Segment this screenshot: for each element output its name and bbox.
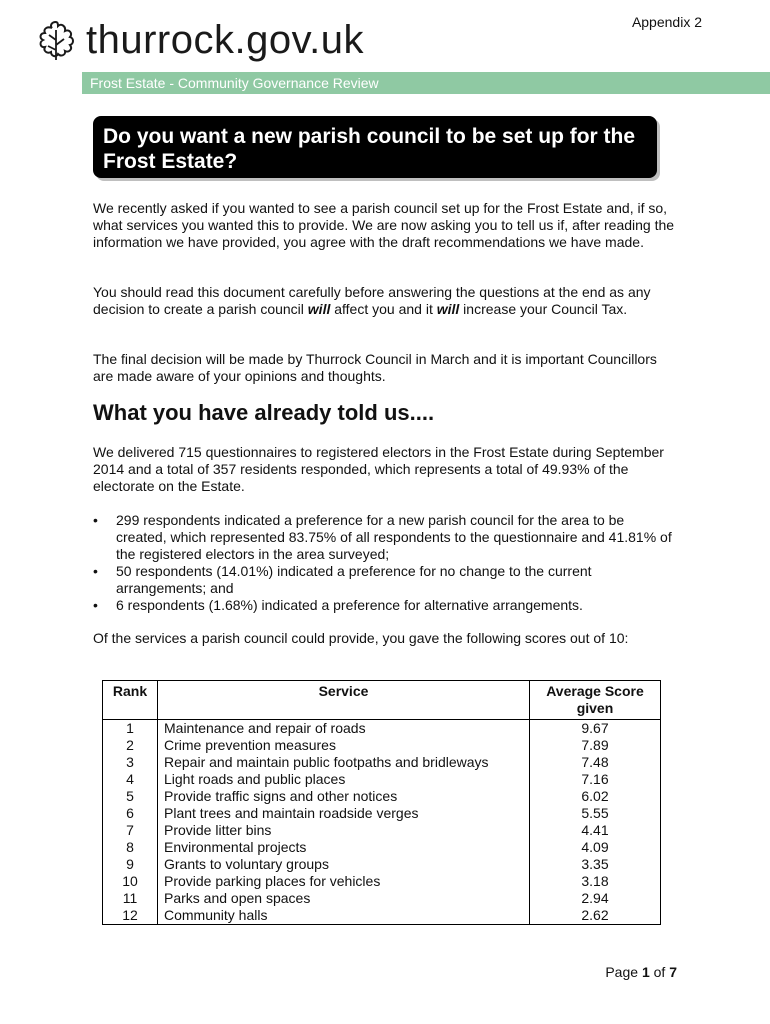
rank-cell: 11: [103, 890, 158, 907]
list-item: • 299 respondents indicated a preference for a new parish council for the area to be created, which represented 83.75% of all respondents to the questionnaire and 41.81% of the registered electors in the area surveyed;: [93, 512, 675, 563]
list-item: • 6 respondents (1.68%) indicated a preference for alternative arrangements.: [93, 597, 675, 614]
page-current: 1: [641, 964, 650, 980]
service-cell: Plant trees and maintain roadside verges: [158, 805, 530, 822]
appendix-label: Appendix 2: [631, 14, 702, 30]
rank-header: Rank: [103, 681, 158, 720]
service-cell: Crime prevention measures: [158, 737, 530, 754]
decision-paragraph: [93, 351, 675, 385]
rank-cell: 12: [103, 907, 158, 925]
service-cell: Community halls: [158, 907, 530, 925]
score-cell: 7.16: [530, 771, 661, 788]
score-cell: 2.62: [530, 907, 661, 925]
survey-paragraph-text: We delivered 715 questionnaires to registered electors in the Frost Estate during September 2014 and a total of 357 residents responded, which represents a total of 49.93% of the electorate on the Estate.: [93, 444, 664, 494]
results-list: [93, 512, 675, 614]
decision-paragraph-text: The final decision will be made by Thurrock Council in March and it is important Councillors are made aware of your opinions and thoughts.: [93, 351, 657, 384]
score-header: Average Score given: [530, 681, 661, 720]
rank-cell: 7: [103, 822, 158, 839]
council-logo: [34, 18, 364, 62]
service-cell: Grants to voluntary groups: [158, 856, 530, 873]
rank-cell: 6: [103, 805, 158, 822]
table-row: [103, 771, 661, 788]
rank-cell: 5: [103, 788, 158, 805]
service-cell: Repair and maintain public footpaths and bridleways: [158, 754, 530, 771]
section-banner: Frost Estate - Community Governance Review: [82, 72, 770, 94]
table-header-row: [103, 681, 661, 720]
score-cell: 6.02: [530, 788, 661, 805]
table-row: [103, 907, 661, 925]
score-cell: 9.67: [530, 720, 661, 738]
scores-intro-paragraph: [93, 630, 675, 647]
table-row: [103, 805, 661, 822]
score-cell: 7.48: [530, 754, 661, 771]
warning-text-end: increase your Council Tax.: [459, 301, 628, 317]
service-cell: Light roads and public places: [158, 771, 530, 788]
table-body: [103, 720, 661, 925]
score-cell: 7.89: [530, 737, 661, 754]
rank-cell: 2: [103, 737, 158, 754]
page-total: 7: [669, 964, 677, 980]
warning-text-middle: affect you and it: [330, 301, 437, 317]
score-cell: 2.94: [530, 890, 661, 907]
page-of: of: [653, 964, 666, 980]
score-cell: 3.35: [530, 856, 661, 873]
table-row: [103, 720, 661, 738]
warning-text-start: You should read this document carefully before answering the questions at the end as any decision to create a parish council: [93, 284, 651, 317]
service-cell: Maintenance and repair of roads: [158, 720, 530, 738]
document-title: Do you want a new parish council to be set up for the Frost Estate?: [93, 116, 657, 178]
table-row: [103, 737, 661, 754]
page-number: [605, 964, 677, 980]
rank-cell: 10: [103, 873, 158, 890]
emphasis-will-1: will: [307, 301, 331, 317]
rank-cell: 3: [103, 754, 158, 771]
table-row: [103, 754, 661, 771]
table-row: [103, 839, 661, 856]
service-cell: Parks and open spaces: [158, 890, 530, 907]
rank-cell: 1: [103, 720, 158, 738]
table-row: [103, 822, 661, 839]
score-cell: 3.18: [530, 873, 661, 890]
score-cell: 4.41: [530, 822, 661, 839]
site-name: thurrock.gov.uk: [86, 18, 364, 62]
warning-paragraph: [93, 284, 675, 318]
service-cell: Provide parking places for vehicles: [158, 873, 530, 890]
page-label: Page: [605, 964, 639, 980]
scores-intro-text: Of the services a parish council could provide, you gave the following scores out of 10:: [93, 630, 629, 646]
oak-leaf-icon: [34, 18, 78, 62]
score-cell: 4.09: [530, 839, 661, 856]
service-header: Service: [158, 681, 530, 720]
rank-cell: 8: [103, 839, 158, 856]
table-row: [103, 873, 661, 890]
service-cell: Provide traffic signs and other notices: [158, 788, 530, 805]
service-cell: Provide litter bins: [158, 822, 530, 839]
table-row: [103, 788, 661, 805]
list-item: • 50 respondents (14.01%) indicated a preference for no change to the current arrangements; and: [93, 563, 675, 597]
survey-paragraph: [93, 444, 675, 495]
intro-paragraph-text: We recently asked if you wanted to see a parish council set up for the Frost Estate and, if so, what services you wanted this to provide. We are now asking you to tell us if, after reading the information we have provided, you agree with the draft recommendations we have made.: [93, 200, 675, 250]
rank-cell: 4: [103, 771, 158, 788]
section-heading: What you have already told us....: [93, 400, 435, 425]
table-row: [103, 890, 661, 907]
score-cell: 5.55: [530, 805, 661, 822]
service-scores-table: [102, 680, 661, 925]
emphasis-will-2: will: [436, 301, 460, 317]
table-row: [103, 856, 661, 873]
service-cell: Environmental projects: [158, 839, 530, 856]
rank-cell: 9: [103, 856, 158, 873]
intro-paragraph: [93, 200, 675, 251]
